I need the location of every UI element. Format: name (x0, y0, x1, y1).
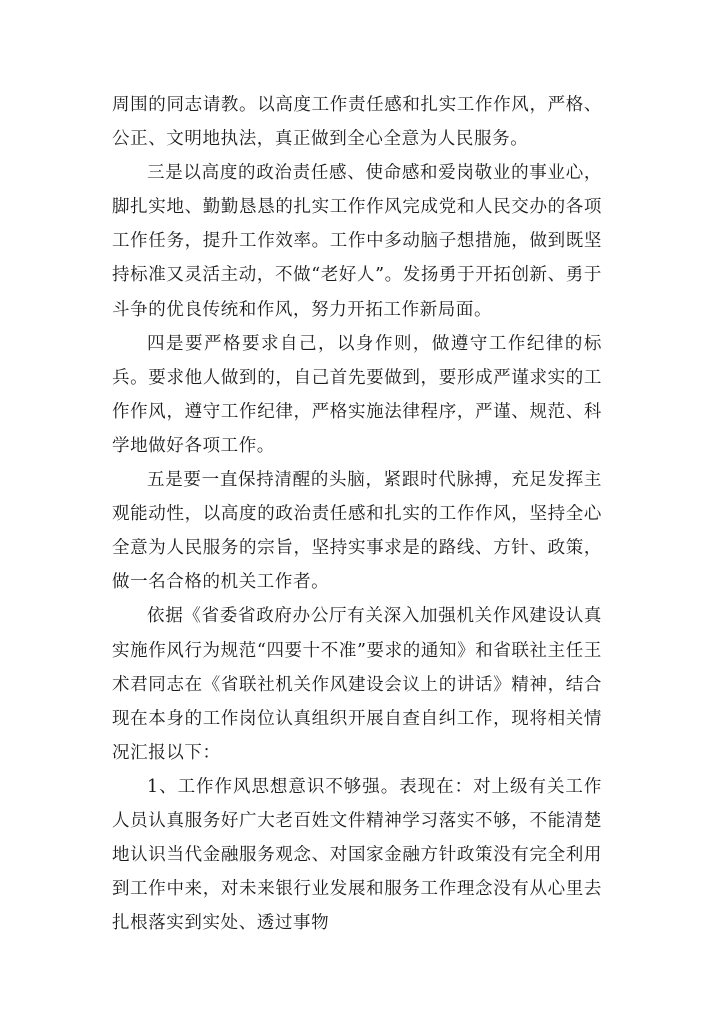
paragraph-item-one: 1、工作作风思想意识不够强。表现在：对上级有关工作人员认真服务好广大老百姓文件精神学习落实不够，不能清楚地认识当代金融服务观念、对国家金融方针政策没有完全利用到工作中来，对未来银行业发展和服务工作理念没有从心里去扎根落实到实处、透过事物 (112, 776, 602, 934)
paragraph-point-five: 五是要一直保持清醒的头脑，紧跟时代脉搏，充足发挥主观能动性，以高度的政治责任感和扎实的工作作风，坚持全心全意为人民服务的宗旨，坚持实事求是的路线、方针、政策，做一名合格的机关工作者。 (112, 470, 602, 593)
paragraph-continuation: 周围的同志请教。以高度工作责任感和扎实工作作风，严格、公正、文明地执法，真正做到全心全意为人民服务。 (112, 95, 602, 150)
paragraph-point-three: 三是以高度的政治责任感、使命感和爱岗敬业的事业心，脚扎实地、勤勤恳恳的扎实工作作风完成党和人民交办的各项工作任务，提升工作效率。工作中多动脑子想措施，做到既坚持标准又灵活主动，不做“老好人”。发扬勇于开拓创新、勇于斗争的优良传统和作风，努力开拓工作新局面。 (112, 163, 602, 320)
paragraph-basis: 依据《省委省政府办公厅有关深入加强机关作风建设认真实施作风行为规范“四要十不准”要求的通知》和省联社主任王术君同志在《省联社机关作风建设会议上的讲话》精神，结合现在本身的工作岗位认真组织开展自查自纠工作，现将相关情况汇报以下： (112, 606, 602, 763)
paragraph-point-four: 四是要严格要求自己，以身作则，做遵守工作纪律的标兵。要求他人做到的，自己首先要做到，要形成严谨求实的工作作风，遵守工作纪律，严格实施法律程序，严谨、规范、科学地做好各项工作。 (112, 333, 602, 456)
document-body (112, 88, 602, 940)
